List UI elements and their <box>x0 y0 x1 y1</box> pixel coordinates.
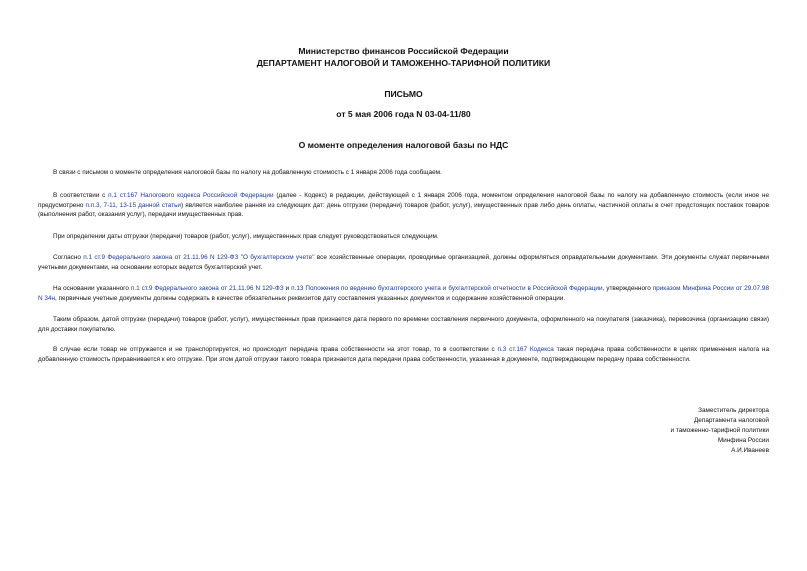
paragraph-5-text-1: На основании указанного <box>53 285 131 292</box>
paragraph-6 <box>38 315 769 334</box>
link-federal-law-129[interactable]: п.1 ст.9 Федерального закона от 21.11.96 N 129-ФЗ "О бухгалтерском учете" <box>83 254 315 261</box>
paragraph-5-text-2: и <box>283 285 292 292</box>
paragraph-2 <box>38 191 769 220</box>
link-items-3-7-11-13-15[interactable]: п.п.3, 7-11, 13-15 данной статьи <box>85 201 181 209</box>
paragraph-4-text-1: Согласно <box>53 254 84 261</box>
paragraph-7-text-1: В случае если товар не отгружается и не транспортируется, но происходит передача права собственности на этот товар, то в соответствии с <box>53 346 498 353</box>
document-type: ПИСЬМО <box>384 89 423 99</box>
signature-block <box>671 406 769 456</box>
paragraph-2-text-3: ) является наиболее ранняя из следующих дат: день отгрузки (передачи) товаров (работ, услуг), имущественных прав либо день оплаты, частичной оплаты в счет предстоящих поставок товаров (выполнения работ, оказания услуг), передачи имущественных прав. <box>38 201 769 219</box>
paragraph-7 <box>38 345 769 364</box>
signature-name: А.И.Иванеев <box>731 447 769 454</box>
signature-ministry: Минфина России <box>717 437 769 444</box>
ministry-name: Министерство финансов Российской Федерации <box>298 46 509 56</box>
paragraph-6-text: Таким образом, датой отгрузки (передачи) товаров (работ, услуг), имущественных прав признается дата первого по времени составления первичного документа, оформленного на покупателя (заказчика), перевозчика (организацию связи) для доставки покупателю. <box>38 316 769 333</box>
paragraph-5-text-3: , утвержденного <box>602 285 653 292</box>
paragraph-3-text: При определении даты отгрузки (передачи) товаров (работ, услуг), имущественных прав следует руководствоваться следующим. <box>53 233 439 240</box>
paragraph-2-text-1: В соответствии с <box>53 192 109 199</box>
paragraph-5 <box>38 284 769 303</box>
link-accounting-regulation[interactable]: п.13 Положения по ведению бухгалтерского учета и бухгалтерской отчетности в Российской Федерации <box>291 285 603 292</box>
department-name: ДЕПАРТАМЕНТ НАЛОГОВОЙ И ТАМОЖЕННО-ТАРИФНОЙ ПОЛИТИКИ <box>256 58 551 68</box>
signature-policy: и таможенно-тарифной политики <box>670 427 769 434</box>
paragraph-3 <box>38 232 769 242</box>
link-article-167-item-1[interactable]: п.1 ст.167 Налогового кодекса Российской Федерации <box>108 192 274 199</box>
link-minfin-order-34n[interactable]: приказом Минфина России от 29.07.98 N 34н <box>38 285 769 302</box>
signature-department: Департамента налоговой <box>693 417 769 424</box>
paragraph-1-text: В связи с письмом о моменте определения налоговой базы по налогу на добавленную стоимость с 1 января 2006 года сообщаем. <box>53 169 442 176</box>
paragraph-2-text-2: (далее - Кодекс) в редакции, действующей с 1 января 2006 года, моментом определения налоговой базы по налогу на добавленную стоимость (если иное не предусмотрено <box>38 192 769 209</box>
document-date-number: от 5 мая 2006 года N 03-04-11/80 <box>336 109 471 119</box>
paragraph-4 <box>38 253 769 272</box>
paragraph-1 <box>38 168 769 178</box>
link-federal-law-129-short[interactable]: п.1 ст.9 Федерального закона от 21.11.96 N 129-ФЗ <box>130 285 284 292</box>
paragraph-7-text-2: такая передача права собственности в целях применения налога на добавленную стоимость приравнивается к его отгрузке. При этом датой отгрузки такого товара признается дата передачи права собственности, указанная в документе, подтверждающем передачу права собственности. <box>38 346 769 363</box>
signature-position: Заместитель директора <box>698 407 769 414</box>
document-subject: О моменте определения налоговой базы по НДС <box>298 140 509 150</box>
paragraph-5-text-4: , первичные учетные документы должны содержать в качестве обязательных реквизитов дату составления указанных документов и содержание хозяйственной операции. <box>55 294 566 302</box>
paragraph-4-text-2: все хозяйственные операции, проводимые организацией, должны оформляться оправдательными документами. Эти документы служат первичными учетными документами, на основании которых ведется бухгалтерский учет. <box>38 254 770 271</box>
link-code-article-167-item-3[interactable]: п.3 ст.167 Кодекса <box>497 346 554 353</box>
